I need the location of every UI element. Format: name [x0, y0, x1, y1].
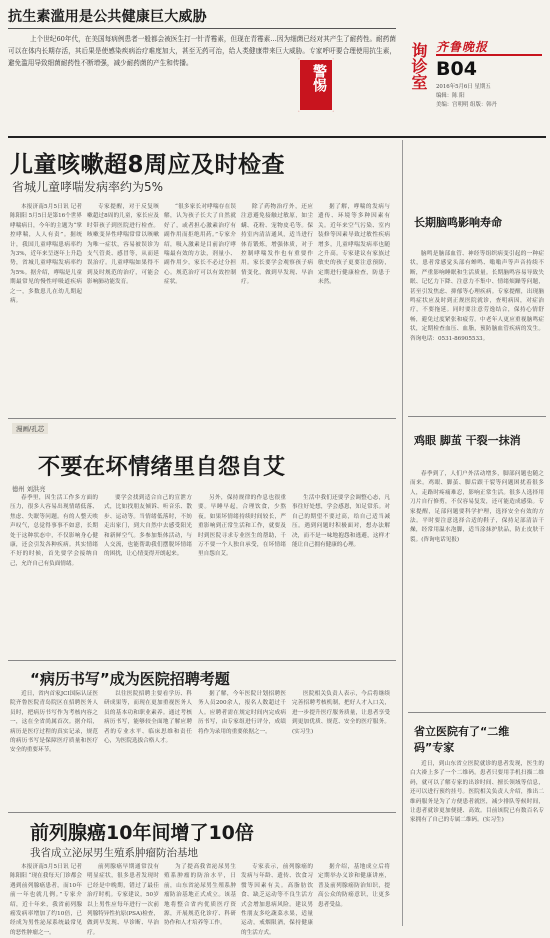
- sidebar-divider: [402, 140, 403, 926]
- recruit-article-title: “病历书写”成为医院招聘考题: [30, 670, 230, 688]
- brand-logo: 齐鲁晚报: [436, 40, 489, 54]
- illustration-caption: 漫画/孔芯: [12, 423, 48, 434]
- date-line: 2016年5月6日 星期五: [436, 84, 491, 90]
- designer-line: 美编：宫明明 组版：韩丹: [436, 102, 498, 108]
- brand-rule: [436, 54, 542, 56]
- side-article-3-title: 省立医院有了“二维码”专家: [414, 725, 510, 754]
- side-article-1-title: 长期脑鸣影响寿命: [414, 216, 502, 229]
- cancer-article-subtitle: 我省成立泌尿男生殖系肿瘤防治基地: [30, 847, 198, 859]
- masthead-divider: [8, 136, 546, 138]
- lead-article-title: 儿童咳嗽超8周应及时检查: [10, 152, 286, 178]
- lead-article-bottom-rule: [8, 418, 396, 419]
- lead-col-3: “很多家长对哮喘存在误解，认为孩子长大了自然就好了，或者担心激素治疗有副作用而拒绝用药。”专家介绍，吸入激素是目前治疗哮喘最有效的方法，剂量小、副作用少，家长不必过分担心。规范治疗可以有效控制症状。: [164, 204, 236, 286]
- side-rule-2: [408, 712, 546, 713]
- cancer-col-5: 据介绍，基地成立后将定期举办义诊和健康讲座，普及前列腺癌防治知识，提高公众的防癌意识，让更多患者受益。: [318, 864, 390, 908]
- lead-col-5: 据了解，哮喘的发病与遗传、环境等多种因素有关。近年来空气污染、室内装修等因素导致过敏性疾病增多，儿童哮喘发病率也随之升高。专家建议有家族过敏史的孩子更要注意预防，定期进行健康检查，防患于未然。: [318, 204, 390, 286]
- recruit-col-2: 以往医院招聘主要看学历、科研成果等，而现在更加重视医务人员的基本功和职业素养。通过考核病历书写，能够较全面地了解应聘者的专业水平、临床思维和责任心，为医院选拔合格人才。: [104, 691, 192, 745]
- top-article: [8, 6, 396, 98]
- side-article-2-title: 鸡眼 脚茧 干裂一抹消: [414, 434, 521, 447]
- health-col-2: 要学会找到适合自己的宣泄方式，比如找朋友倾诉、听音乐、散步、运动等。当情绪低落时，不妨走出家门，到大自然中去感受阳光和新鲜空气。多参加集体活动，与人交流，也能帮助我们摆脱坏情绪的困扰，让心情变得开朗起来。: [104, 495, 192, 558]
- page-number: B04: [436, 58, 477, 80]
- section-title: 询诊室: [409, 42, 428, 90]
- cancer-col-3: 为了提高我省泌尿男生殖系肿瘤的防治水平，日前，山东省泌尿男生殖系肿瘤防治基地正式成立。该基地将整合省内优质医疗资源，开展规范化诊疗、科研协作和人才培养等工作。: [164, 864, 236, 927]
- seal-stamp: [298, 58, 334, 112]
- title-underline: [8, 28, 396, 29]
- recruit-col-3: 据了解，今年医院计划招聘医务人员200余人，报名人数超过千人。应聘者需在规定时间内完成病历书写，由专家组进行评分，成绩将作为录用的重要依据之一。: [198, 691, 286, 735]
- recruit-col-4: 医院相关负责人表示，今后将继续完善招聘考核机制，把好人才入口关，进一步提升医疗服务质量，让患者享受到更加优质、规范、安全的医疗服务。(实习生): [292, 691, 390, 735]
- side-article-1-body: 脑鸣是脑部血管、神经等组织病变引起的一种症状，患者常感觉头部有蝉鸣、嗡嗡声等声音持续不断，严重影响睡眠和生活质量。长期脑鸣容易导致失眠、记忆力下降、注意力不集中、情绪烦躁等问题，甚至引发焦虑、抑郁等心理疾病。专家提醒，出现脑鸣症状应及时到正规医院就诊，查明病因，对症治疗，不要拖延。同时要注意劳逸结合，保持心情舒畅，避免过度紧张和疲劳。中老年人更应重视脑鸣症状，定期检查血压、血脂，预防脑血管疾病的发生。咨询电话：0531-86905533。: [410, 251, 544, 342]
- cancer-article-title: 前列腺癌10年间增了10倍: [30, 822, 254, 844]
- cancer-col-1: 本报济南5月5日讯 记者 陈阳阳 “现在我每天门诊都会遇到前列腺癌患者，而10年前一年也就几例。”专家介绍，近十年来，我省前列腺癌发病率增加了约10倍，已经成为男性泌尿系统最常见的恶性肿瘤之一。: [10, 864, 82, 936]
- side-article-2-body: 春季到了，人们户外活动增多，脚部问题也随之而来。鸡眼、脚茧、脚后跟干裂等问题困扰着很多人，走路时疼痛难忍，影响正常生活。很多人选择用刀片自行修剪，不仅容易复发，还可能造成感染。专家提醒，足部问题要科学护理，选择安全有效的方法。平时要注意选择合适的鞋子，保持足部清洁干燥，经常用温水泡脚，适当涂抹护肤品，防止皮肤干裂。(咨询电话见报): [410, 471, 544, 543]
- cancer-col-4: 专家表示，前列腺癌的发病与年龄、遗传、饮食习惯等因素有关。高脂肪饮食、缺乏运动等不良生活方式会增加患病风险。建议男性朋友多吃蔬菜水果，适量运动，戒烟限酒，保持健康的生活方式。: [241, 864, 313, 936]
- recruit-col-1: 近日，省内首家JCI国际认证医院齐鲁医院青岛院区在招聘医务人员时，把病历书写作为考核内容之一，这在全省尚属首次。据介绍，病历是医疗过程的真实记录，规范的病历书写是保障医疗质量和医疗安全的重要环节。: [10, 691, 98, 754]
- health-article-byline: 德州 刘洪亮: [12, 486, 46, 493]
- recruit-article-bottom-rule: [8, 812, 396, 813]
- seal-char: 警惕: [311, 64, 327, 92]
- lead-col-2: 专家提醒，对于反复咳嗽超过8周的儿童，家长应及时带孩子到医院进行检查。咳嗽变异性哮喘常常以咳嗽为唯一症状，容易被误诊为支气管炎、感冒等，从而延误治疗。儿童哮喘如果得不到及时规范的治疗，可能会影响肺功能发育。: [87, 204, 159, 286]
- health-col-3: 另外，保持规律的作息也很重要。早睡早起，合理饮食，少熬夜。如果坏情绪持续时间较长，严重影响到正常生活和工作，就要及时到医院寻求专业医生的帮助，千万不要一个人独自承受，在坏情绪里自怨自艾。: [198, 495, 286, 558]
- editor-line: 编辑：陈 阳: [436, 93, 465, 99]
- top-article-title: 抗生素滥用是公共健康巨大威胁: [8, 9, 207, 25]
- masthead: [398, 6, 546, 138]
- side-article-3-body: 近日，到山东省立医院就诊的患者发现，医生的白大褂上多了一个二维码。患者只要用手机扫描二维码，就可以了解专家的出诊时间、擅长领域等信息，还可以进行预约挂号。医院相关负责人介绍，推出二维码服务是为了方便患者就医，减少排队等候时间，让患者就诊更加便捷、高效。目前该院已有数百名专家拥有了自己的专属二维码。(实习生): [410, 761, 544, 824]
- health-article-title: 不要在坏情绪里自怨自艾: [38, 455, 286, 480]
- cancer-col-2: 前列腺癌早期通常没有明显症状，很多患者发现时已经是中晚期，错过了最佳治疗时机。专家建议，50岁以上男性应每年进行一次前列腺特异性抗原(PSA)检查，做到早发现、早诊断、早治疗。: [87, 864, 159, 936]
- health-col-1: 春季里，因生活工作多方面的压力，很多人容易出现情绪低落、焦虑、失眠等问题。有的人整天唉声叹气，总觉得事事不如意，长期处于这种状态中，不仅影响身心健康，还会引发各种疾病。其实情绪不好的时候，首先要学会接纳自己，允许自己有负面情绪。: [10, 495, 98, 567]
- health-col-4: 生活中我们还要学会调整心态，凡事往好处想，学会感恩，知足常乐。对自己的期望不要过高，给自己适当减压。遇到问题时积极面对，想办法解决，而不是一味地抱怨和逃避，这样才能让自己拥有健康的心理。: [292, 495, 390, 549]
- lead-col-4: 除了药物治疗外，还应注意避免接触过敏原，如尘螨、花粉、宠物皮毛等。保持室内清洁通风，适当进行体育锻炼，增强体质，对于控制哮喘发作也有重要作用。家长要学会观察孩子病情变化，做到早发现、早治疗。: [241, 204, 313, 286]
- health-article-bottom-rule: [8, 660, 396, 661]
- lead-article-subtitle: 省城儿童哮喘发病率约为5%: [12, 180, 164, 194]
- top-article-body: 上个世纪60年代，在美国每病例患者一般都会被医生打一针青霉素，但现在青霉素…因为细菌已经对其产生了耐药性。耐药菌可以在体内长期存活，其后果是使感染疾病治疗难度加大，甚至无药可治，给人类健康带来巨大威胁。专家呼吁要合理使用抗生素，避免滥用导致细菌耐药性不断增强，减少耐药菌的产生和传播。: [8, 35, 396, 67]
- side-rule-1: [408, 416, 546, 417]
- lead-col-1: 本报济南5月5日讯 记者 陈阳阳 5月5日是第16个世界哮喘病日，今年的主题为“掌控哮喘，人人有责”。据统计，我国儿童哮喘患病率约为3%，近年来呈逐年上升趋势，省城儿童哮喘发病率约为5%。据介绍，哮喘是儿童期最常见的慢性呼吸道疾病之一，多数患儿在幼儿期起病。: [10, 204, 82, 305]
